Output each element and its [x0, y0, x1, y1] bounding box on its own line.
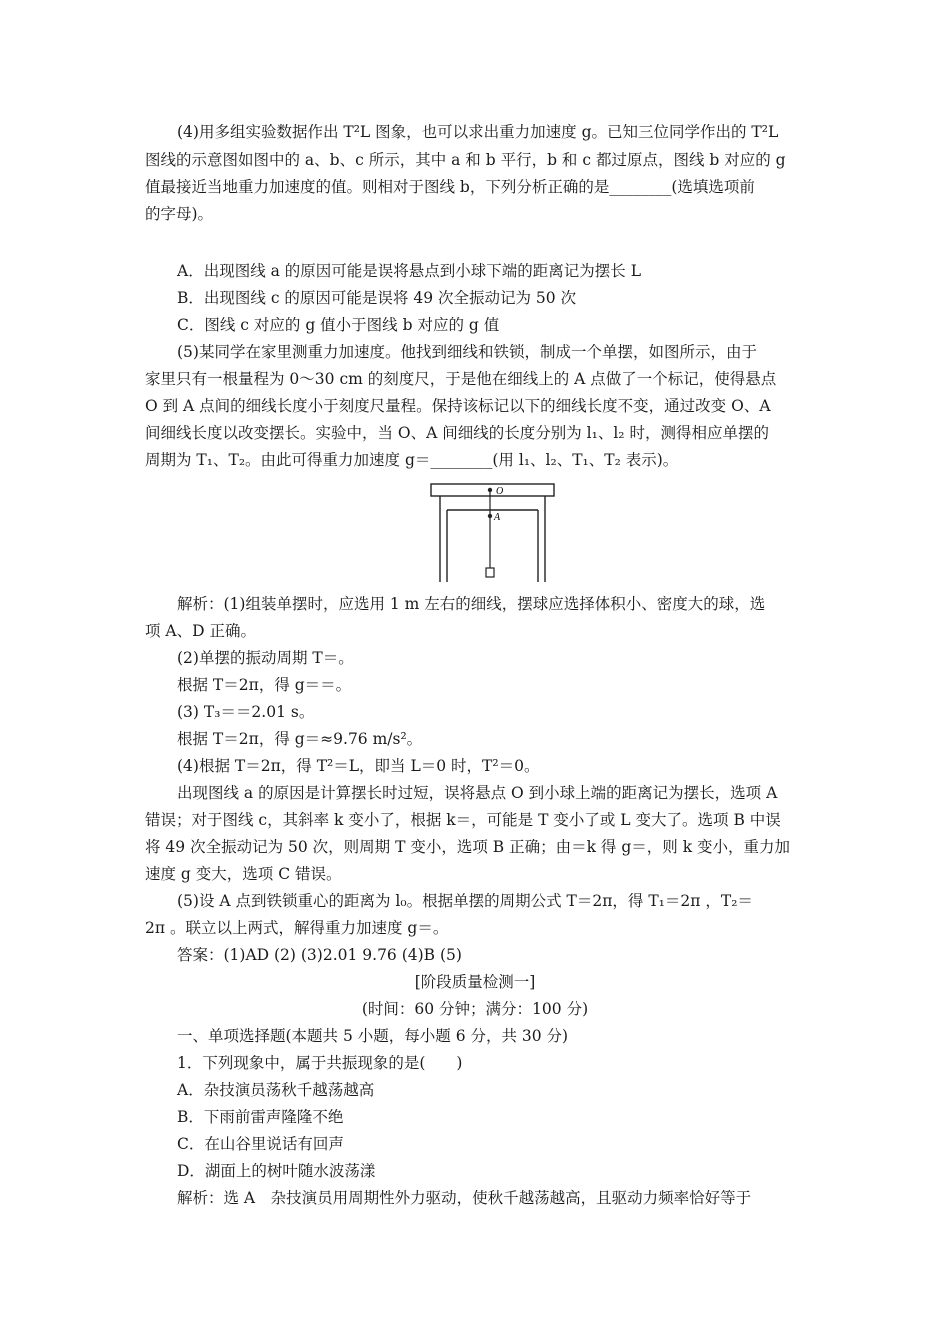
label-o: O: [496, 486, 504, 497]
text-line: 1．下列现象中，属于共振现象的是( ): [177, 1054, 463, 1072]
text-line: (5)某同学在家里测重力加速度。他找到细线和铁锁，制成一个单摆，如图所示，由于: [177, 343, 757, 361]
text-line: 一、单项选择题(本题共 5 小题，每小题 6 分，共 30 分): [177, 1027, 569, 1045]
shelf: [431, 484, 554, 496]
text-line: (4)用多组实验数据作出 T²L 图象，也可以求出重力加速度 g。已知三位同学作出的 T²L: [177, 123, 779, 141]
text-line: 解析：(1)组装单摆时，应选用 1 m 左右的细线，摆球应选择体积小、密度大的球，选: [177, 595, 766, 613]
point-a: [488, 514, 492, 518]
text-line: 的字母)。: [145, 205, 214, 223]
text-line: 周期为 T₁、T₂。由此可得重力加速度 g＝________(用 l₁、l₂、T₁、T₂ 表示)。: [145, 451, 679, 469]
text-line: (3) T₃＝＝2.01 s。: [177, 703, 315, 721]
text-line: (2)单摆的振动周期 T＝。: [177, 649, 354, 667]
pendulum-figure: [430, 480, 555, 585]
text-line: 值最接近当地重力加速度的值。则相对于图线 b，下列分析正确的是________(选填选项前: [145, 178, 755, 196]
text-line: (4)根据 T＝2π，得 T²＝L，即当 L＝0 时，T²＝0。: [177, 757, 540, 775]
section-subtitle: (时间：60 分钟；满分：100 分): [361, 1000, 589, 1018]
text-line: 将 49 次全振动记为 50 次，则周期 T 变小，选项 B 正确；由＝k 得 g＝，则 k 变小，重力加: [145, 838, 791, 856]
text-line: D．湖面上的树叶随水波荡漾: [177, 1162, 376, 1180]
point-o: [488, 488, 492, 492]
text-line: O 到 A 点间的细线长度小于刻度尺量程。保持该标记以下的细线长度不变，通过改变 O、A: [145, 397, 771, 415]
text-line: A．出现图线 a 的原因可能是误将悬点到小球下端的距离记为摆长 L: [177, 262, 642, 280]
text-line: 根据 T＝2π，得 g＝≈9.76 m/s²。: [177, 730, 423, 748]
lock-bob: [486, 568, 494, 577]
section-title: [阶段质量检测一]: [414, 973, 536, 991]
text-line: C．图线 c 对应的 g 值小于图线 b 对应的 g 值: [177, 316, 500, 334]
text-line: 间细线长度以改变摆长。实验中，当 O、A 间细线的长度分别为 l₁、l₂ 时，测得相应单摆的: [145, 424, 769, 442]
text-line: 出现图线 a 的原因是计算摆长时过短，误将悬点 O 到小球上端的距离记为摆长，选项 A: [177, 784, 778, 802]
text-line: B．出现图线 c 的原因可能是误将 49 次全振动记为 50 次: [177, 289, 577, 307]
text-line: 2π 。联立以上两式，解得重力加速度 g＝。: [145, 919, 449, 937]
text-line: B．下雨前雷声隆隆不绝: [177, 1108, 344, 1126]
text-line: C．在山谷里说话有回声: [177, 1135, 344, 1153]
text-line: 家里只有一根量程为 0～30 cm 的刻度尺，于是他在细线上的 A 点做了一个标记，使得悬点: [145, 370, 777, 388]
text-line: 项 A、D 正确。: [145, 622, 256, 640]
text-line: 图线的示意图如图中的 a、b、c 所示，其中 a 和 b 平行，b 和 c 都过原点，图线 b 对应的 g: [145, 151, 786, 169]
label-a: A: [494, 512, 501, 523]
text-line: 错误；对于图线 c，其斜率 k 变小了，根据 k＝，可能是 T 变小了或 L 变大了。选项 B 中误: [145, 811, 781, 829]
text-line: (5)设 A 点到铁锁重心的距离为 l₀。根据单摆的周期公式 T＝2π，得 T₁＝2π ，T₂＝: [177, 892, 753, 910]
text-line: A．杂技演员荡秋千越荡越高: [177, 1081, 375, 1099]
text-line: 速度 g 变大，选项 C 错误。: [145, 865, 342, 883]
text-line: 答案：(1)AD (2) (3)2.01 9.76 (4)B (5): [177, 946, 462, 964]
text-line: 解析：选 A 杂技演员用周期性外力驱动，使秋千越荡越高，且驱动力频率恰好等于: [177, 1189, 752, 1207]
text-line: 根据 T＝2π，得 g＝＝。: [177, 676, 352, 694]
